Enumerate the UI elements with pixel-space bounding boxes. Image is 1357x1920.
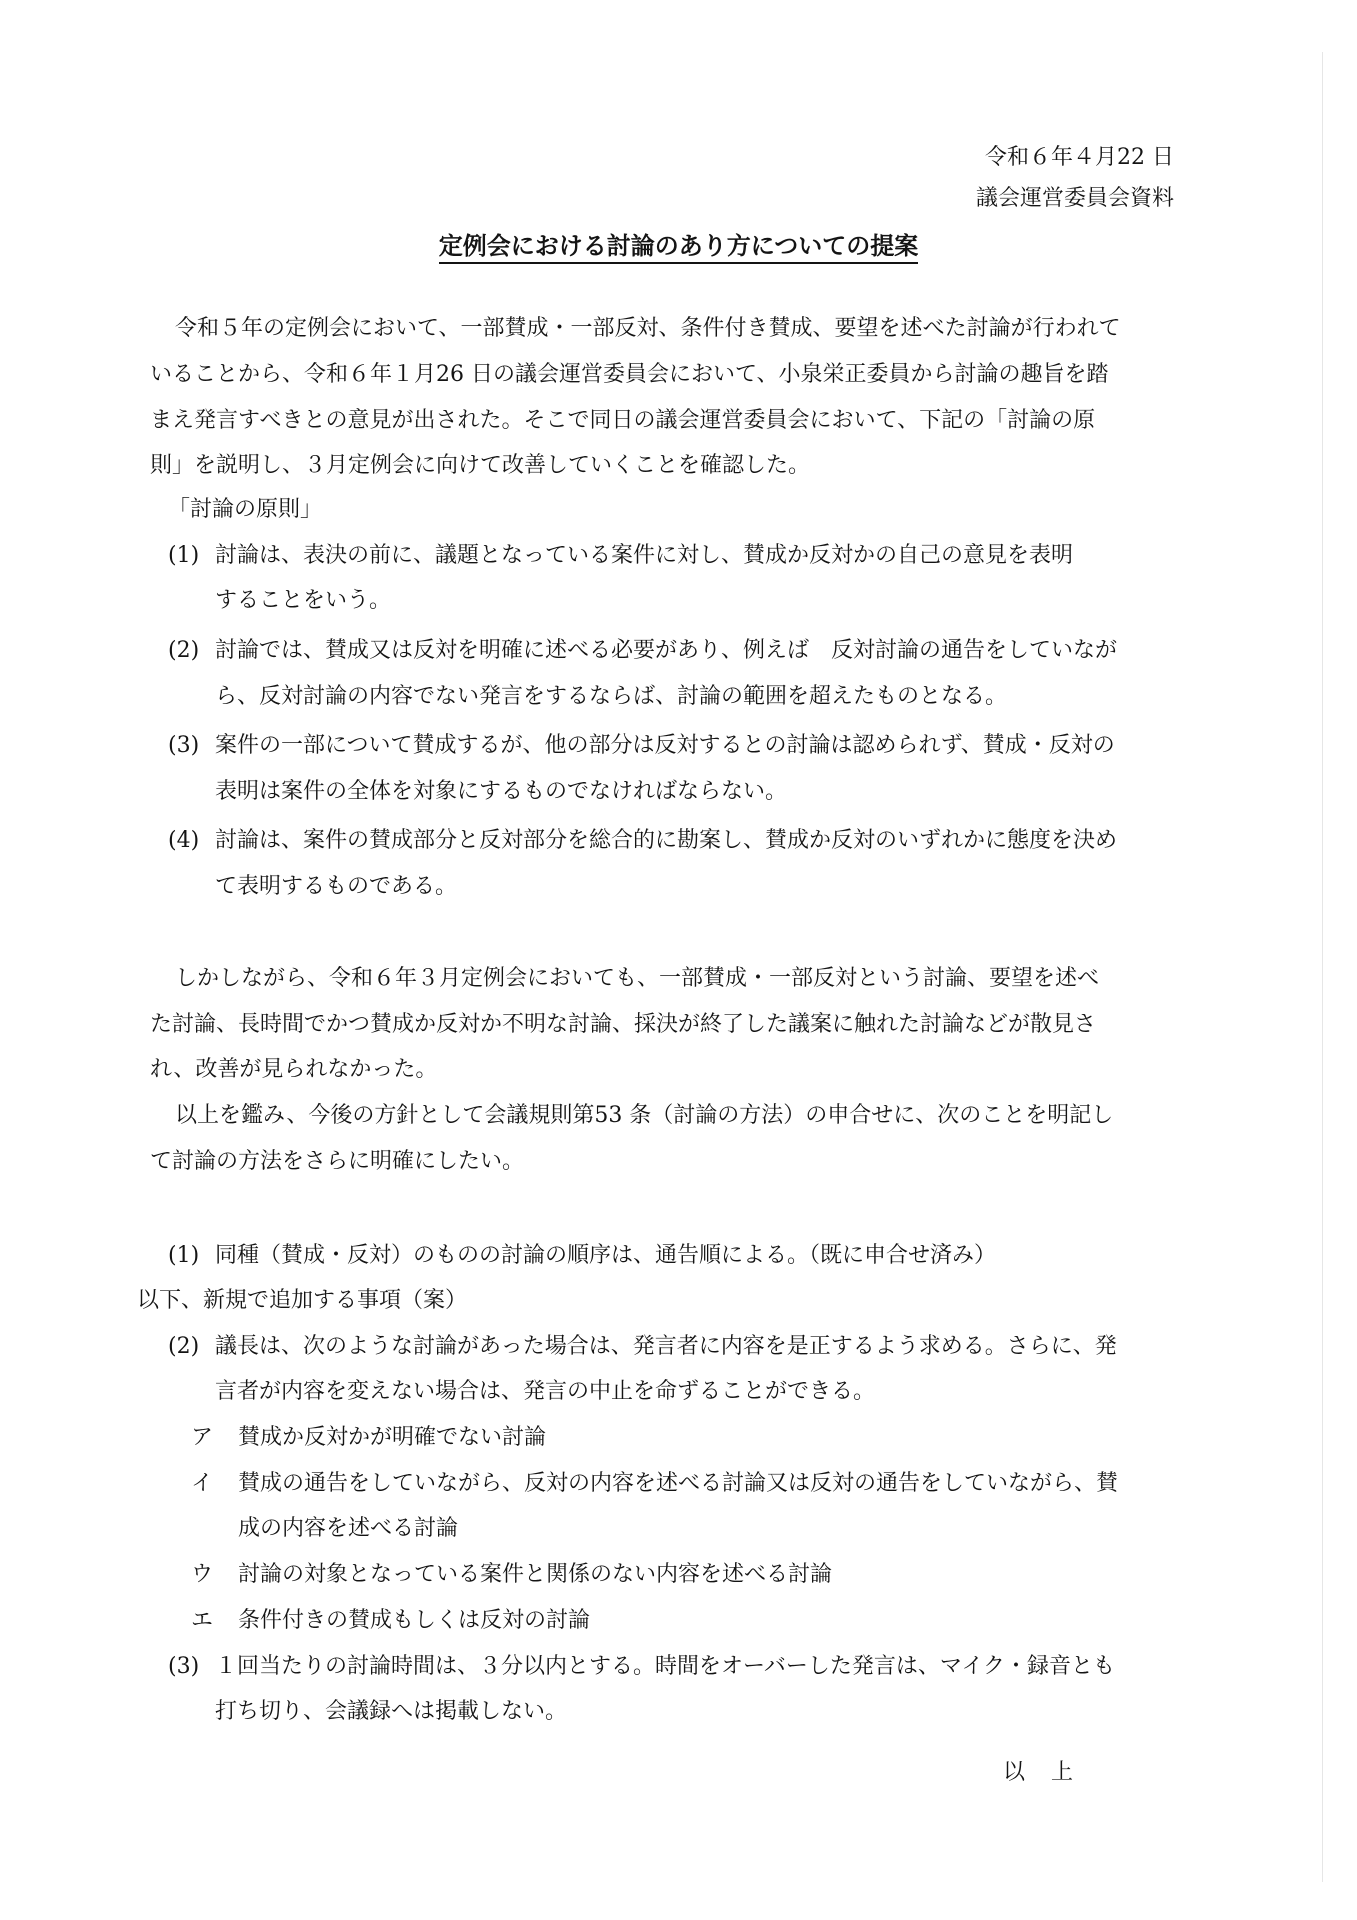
new-items-heading: 以下、新規で追加する事項（案）	[137, 1288, 468, 1313]
principle-line: 討論では、賛成又は反対を明確に述べる必要があり、例えば 反対討論の通告をしていなが	[215, 638, 1118, 663]
however-line: た討論、長時間でかつ賛成か反対か不明な討論、採決が終了した議案に触れた討論などが散見さ	[150, 1012, 1097, 1037]
principle-line: て表明するものである。	[215, 874, 458, 899]
closing-mark: 以上	[1003, 1760, 1100, 1785]
however-line: れ、改善が見られなかった。	[150, 1057, 438, 1082]
principle-line: 討論は、案件の賛成部分と反対部分を総合的に勘案し、賛成か反対のいずれかに態度を決め	[215, 828, 1118, 853]
rule-line: 議長は、次のような討論があった場合は、発言者に内容を是正するよう求める。さらに、発	[215, 1334, 1117, 1359]
rule-line: 言者が内容を変えない場合は、発言の中止を命ずることができる。	[215, 1379, 876, 1404]
rule-number: (3)	[168, 1654, 200, 1679]
subitem-line: 賛成か反対かが明確でない討論	[238, 1425, 547, 1450]
however-line: しかしながら、令和６年３月定例会においても、一部賛成・一部反対という討論、要望を述べ	[175, 966, 1100, 991]
principle-line: 表明は案件の全体を対象にするものでなければならない。	[215, 779, 788, 804]
document-title-text: 定例会における討論のあり方についての提案	[439, 231, 919, 264]
document-date: 令和６年４月22 日	[985, 145, 1174, 170]
page-edge-line	[1322, 52, 1323, 1882]
intro-line: いることから、令和６年１月26 日の議会運営委員会において、小泉栄正委員から討論の趣旨を踏	[150, 362, 1109, 387]
subitem-mark: ウ	[191, 1562, 214, 1587]
rule-number: (1)	[168, 1243, 200, 1268]
principles-heading: 「討論の原則」	[168, 497, 323, 522]
principle-number: (4)	[168, 828, 200, 853]
subitem-mark: エ	[191, 1608, 214, 1633]
rule-number: (2)	[168, 1334, 200, 1359]
principle-number: (3)	[168, 733, 200, 758]
conclusion-line: 以上を鑑み、今後の方針として会議規則第53 条（討論の方法）の申合せに、次のことを明記し	[175, 1103, 1114, 1128]
intro-line: まえ発言すべきとの意見が出された。そこで同日の議会運営委員会において、下記の「討論の原	[150, 408, 1096, 433]
document-title	[0, 226, 1357, 261]
rule-line: 打ち切り、会議録へは掲載しない。	[215, 1699, 568, 1724]
document-source: 議会運営委員会資料	[975, 186, 1174, 211]
principle-line: することをいう。	[215, 588, 392, 613]
subitem-mark: イ	[191, 1471, 214, 1496]
intro-line: 則」を説明し、３月定例会に向けて改善していくことを確認した。	[150, 453, 811, 478]
principle-line: 案件の一部について賛成するが、他の部分は反対するとの討論は認められず、賛成・反対の	[215, 733, 1115, 758]
subitem-line: 成の内容を述べる討論	[238, 1516, 459, 1541]
intro-line: 令和５年の定例会において、一部賛成・一部反対、条件付き賛成、要望を述べた討論が行われて	[175, 316, 1121, 341]
principle-line: 討論は、表決の前に、議題となっている案件に対し、賛成か反対かの自己の意見を表明	[215, 543, 1074, 568]
subitem-line: 条件付きの賛成もしくは反対の討論	[238, 1608, 591, 1633]
subitem-line: 討論の対象となっている案件と関係のない内容を述べる討論	[238, 1562, 833, 1587]
principle-line: ら、反対討論の内容でない発言をするならば、討論の範囲を超えたものとなる。	[215, 684, 1008, 709]
principle-number: (1)	[168, 543, 200, 568]
subitem-line: 賛成の通告をしていながら、反対の内容を述べる討論又は反対の通告をしていながら、賛	[238, 1471, 1119, 1496]
rule-line: １回当たりの討論時間は、３分以内とする。時間をオーバーした発言は、マイク・録音とも	[215, 1654, 1116, 1679]
conclusion-line: て討論の方法をさらに明確にしたい。	[150, 1149, 525, 1174]
rule-line: 同種（賛成・反対）のものの討論の順序は、通告順による。（既に申合せ済み）	[215, 1243, 997, 1268]
subitem-mark: ア	[191, 1425, 214, 1450]
principle-number: (2)	[168, 638, 200, 663]
